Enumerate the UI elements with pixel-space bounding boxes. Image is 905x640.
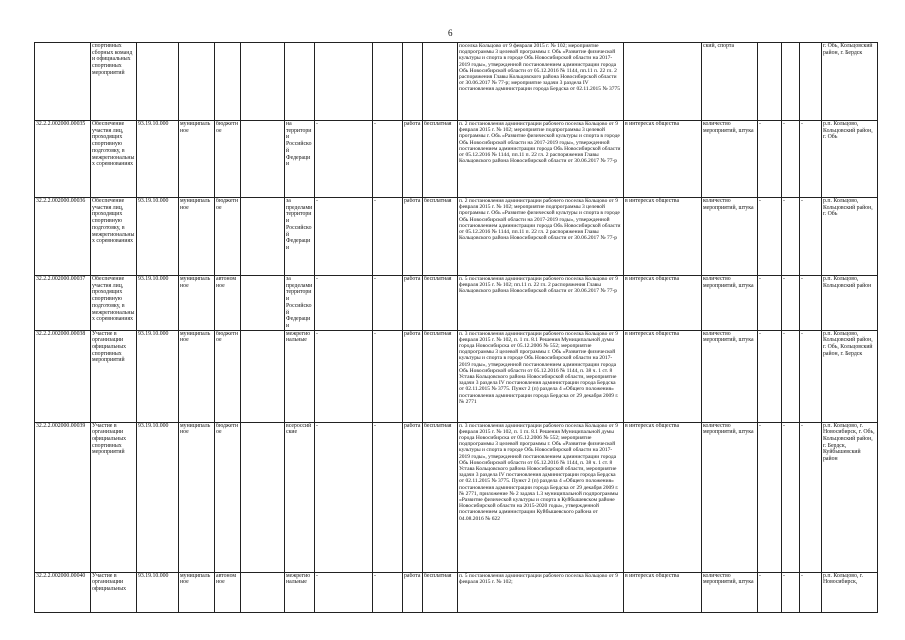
volume-indicator-cell: ский, спорта	[702, 43, 758, 121]
registry-code-cell: 32.2.2.002000.00038	[35, 330, 91, 422]
work-type-cell: работа	[403, 330, 423, 422]
dash-cell: -	[782, 276, 800, 331]
dash-cell: -	[800, 276, 822, 331]
dash-cell: -	[315, 121, 373, 198]
territory-cell: за пределами территории Российской Федерации	[285, 198, 315, 276]
dash-cell: -	[758, 276, 782, 331]
work-type-cell	[403, 43, 423, 121]
service-name-cell: Обеспечение участия лиц, проходящих спортивную подготовку, в межрегиональных соревнованиях	[91, 121, 137, 198]
work-type-cell: работа	[403, 198, 423, 276]
location-cell: р.п. Кольцово, г. Новосибирск, г. Обь, Кольцовский район, г. Бердск, Куйбышевский район	[822, 422, 878, 572]
dash-cell: -	[758, 422, 782, 572]
consumer-category-cell: в интересах общества	[624, 422, 702, 572]
volume-indicator-cell: количество мероприятий, штука	[702, 198, 758, 276]
okved-code-cell: 93.19.10.000	[137, 572, 179, 612]
services-registry-table	[34, 42, 878, 613]
registry-code-cell: 32.2.2.002000.00039	[35, 422, 91, 572]
dash-cell: -	[373, 422, 403, 572]
service-type-cell: муниципальное	[179, 572, 215, 612]
location-cell: г. Обь, Кольцовский район, г. Бердск	[822, 43, 878, 121]
dash-cell: -	[315, 330, 373, 422]
work-type-cell: работа	[403, 572, 423, 612]
territory-cell	[285, 43, 315, 121]
service-type-cell: муниципальное	[179, 330, 215, 422]
blank-cell	[241, 121, 285, 198]
okved-code-cell	[137, 43, 179, 121]
territory-cell: межрегиональные	[285, 572, 315, 612]
dash-cell: -	[782, 121, 800, 198]
institution-kind-cell: бюджетное	[215, 330, 241, 422]
legal-basis-cell: п. 5 постановления администрации рабочего поселка Кольцово от 9 февраля 2015 г. № 102; пп.11 п. 22 гл. 2 распоряжения Главы Кольцовского района Новосибирской области от 30.06.2017 № 77-р	[458, 276, 624, 331]
okved-code-cell: 93.19.10.000	[137, 121, 179, 198]
registry-code-cell: 32.2.2.002000.00036	[35, 198, 91, 276]
dash-cell	[782, 43, 800, 121]
service-name-cell: Обеспечение участия лиц, проходящих спортивную подготовку, в межрегиональных соревнованиях	[91, 198, 137, 276]
service-name-cell: Участие в организации официальных спортивных мероприятий	[91, 422, 137, 572]
dash-cell: -	[782, 572, 800, 612]
registry-code-cell	[35, 43, 91, 121]
location-cell: р.п. Кольцово, Кольцовский район, г. Обь, Кольцовский район, г. Бердск	[822, 330, 878, 422]
dash-cell: -	[800, 422, 822, 572]
dash-cell: -	[758, 198, 782, 276]
territory-cell: за пределами территории Российской Федерации	[285, 276, 315, 331]
payment-cell: бесплатная	[423, 572, 458, 612]
volume-indicator-cell: количество мероприятий, штука	[702, 330, 758, 422]
service-type-cell: муниципальное	[179, 121, 215, 198]
institution-kind-cell	[215, 43, 241, 121]
volume-indicator-cell: количество мероприятий, штука	[702, 121, 758, 198]
territory-cell: на территории Российской Федерации	[285, 121, 315, 198]
okved-code-cell: 93.19.10.000	[137, 422, 179, 572]
legal-basis-cell: поселка Кольцово от 9 февраля 2015 г. № 102; мероприятие подпрограммы 3 целевой программы г. Обь «Развитие физической культуры и спорта в городе Обь Новосибирской области на 2017-2019 годы», утвержденной постановлением администрации города Обь Новосибирской области от 05.12.2016 № 1144, пп.11 п. 22 гл. 2 распоряжения Главы Кольцовского района Новосибирской области от 30.06.2017 № 77-р; мероприятие задачи 3 раздела IV постановления администрации города Бердска от 02.11.2015 № 3775	[458, 43, 624, 121]
volume-indicator-cell: количество мероприятий, штука	[702, 276, 758, 331]
dash-cell: -	[373, 121, 403, 198]
dash-cell	[800, 43, 822, 121]
dash-cell: -	[373, 276, 403, 331]
dash-cell	[315, 43, 373, 121]
legal-basis-cell: п. 2 постановления администрации рабочего поселка Кольцово от 9 февраля 2015 г. № 102; мероприятие подпрограммы 3 целевой программы г. Обь «Развитие физической культуры и спорта в городе Обь Новосибирской области на 2017-2019 годы», утвержденной постановлением администрации города Обь Новосибирской области от 05.12.2016 № 1144, пп.11 п. 22 гл. 2 распоряжения Главы Кольцовского района Новосибирской области от 30.06.2017 № 77-р	[458, 198, 624, 276]
table-row	[35, 330, 878, 422]
work-type-cell: работа	[403, 422, 423, 572]
institution-kind-cell: автономное	[215, 572, 241, 612]
blank-cell	[241, 572, 285, 612]
service-type-cell	[179, 43, 215, 121]
volume-indicator-cell: количество мероприятий, штука	[702, 422, 758, 572]
institution-kind-cell: автономное	[215, 276, 241, 331]
dash-cell: -	[782, 330, 800, 422]
dash-cell: -	[758, 330, 782, 422]
dash-cell: -	[315, 198, 373, 276]
okved-code-cell: 93.19.10.000	[137, 276, 179, 331]
legal-basis-cell: п. 5 постановления администрации рабочего поселка Кольцово от 9 февраля 2015 г. № 102;	[458, 572, 624, 612]
table-row	[35, 43, 878, 121]
service-name-cell: Участие в организации официальных	[91, 572, 137, 612]
blank-cell	[241, 422, 285, 572]
payment-cell	[423, 43, 458, 121]
work-type-cell: работа	[403, 121, 423, 198]
consumer-category-cell: в интересах общества	[624, 121, 702, 198]
territory-cell: межрегиональные	[285, 330, 315, 422]
location-cell: р.п. Кольцово, Кольцовский район, г. Обь	[822, 198, 878, 276]
service-type-cell: муниципальное	[179, 198, 215, 276]
dash-cell	[758, 43, 782, 121]
location-cell: р.п. Кольцово, Кольцовский район	[822, 276, 878, 331]
dash-cell: -	[373, 330, 403, 422]
consumer-category-cell: в интересах общества	[624, 572, 702, 612]
dash-cell	[373, 43, 403, 121]
consumer-category-cell: в интересах общества	[624, 276, 702, 331]
dash-cell: -	[782, 422, 800, 572]
service-name-cell: спортивных сборных команд и официальных спортивных мероприятий	[91, 43, 137, 121]
legal-basis-cell: п. 3 постановления администрации рабочего поселка Кольцово от 9 февраля 2015 г. № 102, п. 1 гл. 8.1 Решения Муниципальной думы города Новосибирска от 05.12.2006 № 552; мероприятие подпрограммы 3 целевой программы г. Обь «Развитие физической культуры и спорта в городе Обь Новосибирской области на 2017-2019 годы», утвержденной постановлением администрации города Обь Новосибирской области от 05.12.2016 № 1144, п. 38 ч. 1 ст. 8 Устава Кольцовского района Новосибирской области, мероприятие задачи 3 раздела IV постановления администрации города Бердска от 02.11.2015 № 3775. Пункт 2 (п) раздела 4 «Общего положения» постановления администрации города Бердска от 29 декабря 2009 г. № 2771, приложение № 2 задача 1.3 муниципальной подпрограммы «Развитие физической культуры и спорта в Куйбышевском районе Новосибирской области на 2015-2020 годы», утвержденной постановлением администрации Куйбышевского района от 04.08.2016 № 622	[458, 422, 624, 572]
service-name-cell: Участие в организации официальных спортивных мероприятий	[91, 330, 137, 422]
page-number: 6	[448, 28, 453, 38]
dash-cell: -	[782, 198, 800, 276]
dash-cell: -	[800, 330, 822, 422]
service-type-cell: муниципальное	[179, 422, 215, 572]
payment-cell: бесплатная	[423, 198, 458, 276]
dash-cell: -	[315, 422, 373, 572]
consumer-category-cell: в интересах общества	[624, 198, 702, 276]
dash-cell: -	[758, 121, 782, 198]
consumer-category-cell	[624, 43, 702, 121]
table-row	[35, 198, 878, 276]
blank-cell	[241, 198, 285, 276]
location-cell: р.п. Кольцово, г. Новосибирск,	[822, 572, 878, 612]
blank-cell	[241, 330, 285, 422]
blank-cell	[241, 276, 285, 331]
institution-kind-cell: бюджетное	[215, 198, 241, 276]
table-row	[35, 121, 878, 198]
consumer-category-cell: в интересах общества	[624, 330, 702, 422]
service-name-cell: Обеспечение участия лиц, проходящих спортивную подготовку, в межрегиональных соревнованиях	[91, 276, 137, 331]
table-row	[35, 572, 878, 612]
okved-code-cell: 93.19.10.000	[137, 330, 179, 422]
dash-cell: -	[758, 572, 782, 612]
payment-cell: бесплатная	[423, 276, 458, 331]
payment-cell: бесплатная	[423, 330, 458, 422]
dash-cell: -	[800, 572, 822, 612]
dash-cell: -	[800, 121, 822, 198]
legal-basis-cell: п. 3 постановления администрации рабочего поселка Кольцово от 9 февраля 2015 г. № 102, п. 1 гл. 8.1 Решения Муниципальной думы города Новосибирска от 05.12.2006 № 552; мероприятие подпрограммы 3 целевой программы г. Обь «Развитие физической культуры и спорта в городе Обь Новосибирской области на 2017-2019 годы», утвержденной постановлением администрации города Обь Новосибирской области от 05.12.2016 № 1144, п. 38 ч. 1 ст. 8 Устава Кольцовского района Новосибирской области, мероприятие задачи 3 раздела IV постановления администрации города Бердска от 02.11.2015 № 3775. Пункт 2 (п) раздела 4 «Общего положения» постановления администрации города Бердска от 29 декабря 2009 г. № 2771	[458, 330, 624, 422]
dash-cell: -	[315, 572, 373, 612]
table-row	[35, 422, 878, 572]
institution-kind-cell: бюджетное	[215, 422, 241, 572]
work-type-cell: работа	[403, 276, 423, 331]
territory-cell: всероссийские	[285, 422, 315, 572]
service-type-cell: муниципальное	[179, 276, 215, 331]
registry-code-cell: 32.2.2.002000.00040	[35, 572, 91, 612]
table-row	[35, 276, 878, 331]
dash-cell: -	[800, 198, 822, 276]
legal-basis-cell: п. 2 постановления администрации рабочего поселка Кольцово от 9 февраля 2015 г. № 102; мероприятие подпрограммы 3 целевой программы г. Обь «Развитие физической культуры и спорта в городе Обь Новосибирской области на 2017-2019 годы», утвержденной постановлением администрации города Обь Новосибирской области от 05.12.2016 № 1144, пп.11 п. 22 гл. 2 распоряжения Главы Кольцовского района Новосибирской области от 30.06.2017 № 77-р	[458, 121, 624, 198]
volume-indicator-cell: количество мероприятий, штука	[702, 572, 758, 612]
registry-code-cell: 32.2.2.002000.00037	[35, 276, 91, 331]
okved-code-cell: 93.19.10.000	[137, 198, 179, 276]
blank-cell	[241, 43, 285, 121]
dash-cell: -	[373, 572, 403, 612]
institution-kind-cell: бюджетное	[215, 121, 241, 198]
payment-cell: бесплатная	[423, 121, 458, 198]
dash-cell: -	[373, 198, 403, 276]
payment-cell: бесплатная	[423, 422, 458, 572]
location-cell: р.п. Кольцово, Кольцовский район, г. Обь	[822, 121, 878, 198]
dash-cell: -	[315, 276, 373, 331]
registry-code-cell: 32.2.2.002000.00035	[35, 121, 91, 198]
